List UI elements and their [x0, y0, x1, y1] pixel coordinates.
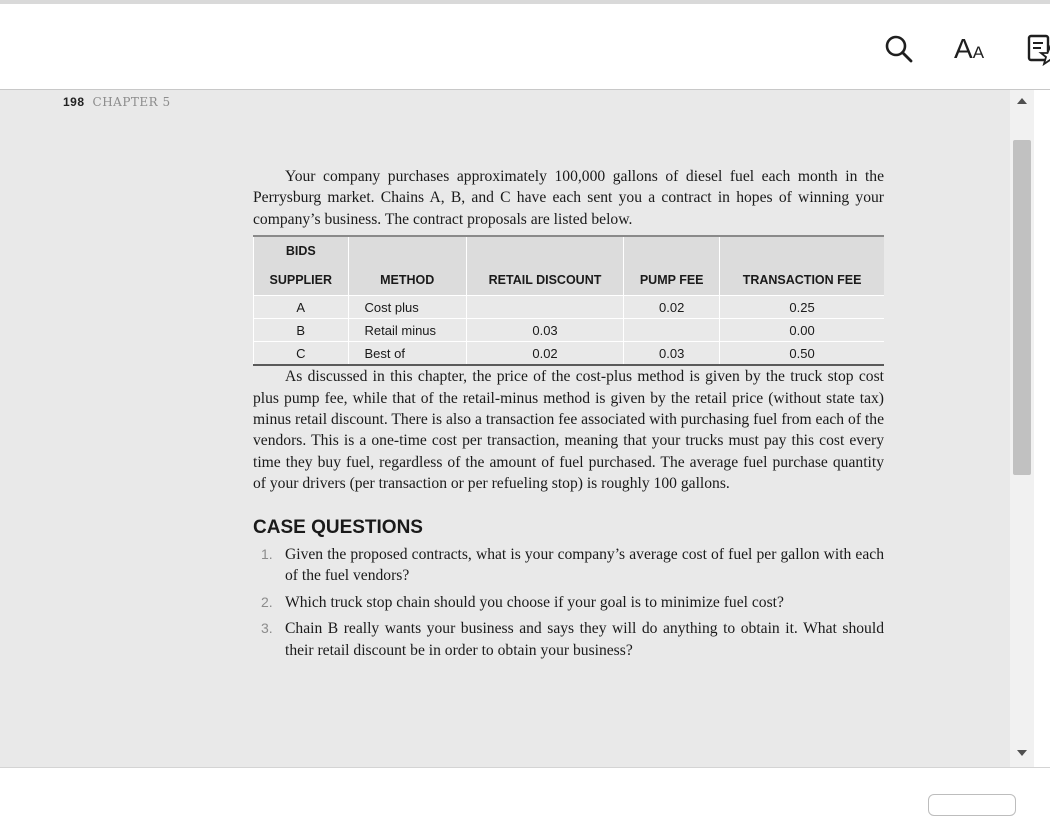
- table-cell: B: [254, 319, 349, 342]
- bookmark-icon[interactable]: [1026, 32, 1050, 66]
- vertical-scrollbar[interactable]: [1010, 90, 1034, 767]
- document-page: [0, 90, 1010, 767]
- table-header-row: [254, 265, 885, 296]
- list-item: [253, 592, 884, 613]
- scroll-down-arrow-icon[interactable]: [1017, 750, 1027, 756]
- question-text: Given the proposed contracts, what is your company’s average cost of fuel per gallon with each of the fuel vendors?: [285, 546, 884, 585]
- table-cell: [466, 296, 623, 319]
- scrollbar-thumb[interactable]: [1013, 140, 1031, 475]
- table-cell: Best of: [348, 342, 466, 366]
- page-number: 198: [63, 95, 85, 109]
- bids-table: [253, 235, 884, 366]
- table-cell: 0.50: [720, 342, 884, 366]
- table-cell: A: [254, 296, 349, 319]
- empty-header-cell: [720, 236, 884, 265]
- chapter-label: CHAPTER 5: [92, 95, 171, 109]
- table-row: [254, 296, 885, 319]
- table-cell: Retail minus: [348, 319, 466, 342]
- table-cell: 0.25: [720, 296, 884, 319]
- running-header: [63, 95, 171, 109]
- reader-toolbar: [0, 4, 1050, 90]
- table-cell: 0.03: [466, 319, 623, 342]
- case-questions-heading: CASE QUESTIONS: [253, 516, 423, 538]
- list-item: [253, 618, 884, 661]
- text-size-small-glyph: A: [972, 43, 985, 62]
- column-header-retail-discount: RETAIL DISCOUNT: [466, 265, 623, 296]
- table-cell: Cost plus: [348, 296, 466, 319]
- table-row: [254, 319, 885, 342]
- page-content: [253, 166, 884, 666]
- question-text: Chain B really wants your business and says they will do anything to obtain it. What should their retail discount be in order to obtain your business?: [285, 620, 884, 659]
- empty-header-cell: [348, 236, 466, 265]
- search-icon[interactable]: [882, 32, 916, 66]
- table-cell: 0.02: [466, 342, 623, 366]
- table-cell: 0.02: [624, 296, 720, 319]
- table-cell: 0.00: [720, 319, 884, 342]
- question-text: Which truck stop chain should you choose if your goal is to minimize fuel cost?: [285, 593, 784, 611]
- column-header-method: METHOD: [348, 265, 466, 296]
- bids-header: BIDS: [254, 236, 349, 265]
- intro-paragraph: Your company purchases approximately 100,000 gallons of diesel fuel each month in the Perrysburg market. Chains A, B, and C have each sent you a contract in hopes of winning your company’s business. The contract proposals are listed below.: [253, 168, 884, 228]
- scroll-up-arrow-icon[interactable]: [1017, 98, 1027, 104]
- body-paragraph: As discussed in this chapter, the price of the cost-plus method is given by the truck stop cost plus pump fee, while that of the retail-minus method is given by the retail price (without state tax) minus retail discount. There is also a transaction fee associated with purchasing fuel from each of the vendors. This is a one-time cost per transaction, meaning that your trucks must pay this cost every time they buy fuel, regardless of the amount of fuel purchased. The average fuel purchase quantity of your drivers (per transaction or per refueling stop) is roughly 100 gallons.: [253, 368, 884, 493]
- bottom-bar: [0, 767, 1050, 801]
- table-group-header-row: [254, 236, 885, 265]
- table-cell: [624, 319, 720, 342]
- column-header-transaction-fee: TRANSACTION FEE: [720, 265, 884, 296]
- question-number: 3.: [261, 620, 273, 637]
- text-size-icon[interactable]: [954, 32, 988, 66]
- question-number: 2.: [261, 593, 273, 610]
- bottom-button[interactable]: [928, 794, 1016, 816]
- table-row: [254, 342, 885, 366]
- case-questions-list: [253, 544, 884, 661]
- column-header-pump-fee: PUMP FEE: [624, 265, 720, 296]
- text-size-large-glyph: A: [954, 33, 973, 64]
- empty-header-cell: [624, 236, 720, 265]
- table-cell: 0.03: [624, 342, 720, 366]
- empty-header-cell: [466, 236, 623, 265]
- list-item: [253, 544, 884, 587]
- table-cell: C: [254, 342, 349, 366]
- question-number: 1.: [261, 546, 273, 563]
- column-header-supplier: SUPPLIER: [254, 265, 349, 296]
